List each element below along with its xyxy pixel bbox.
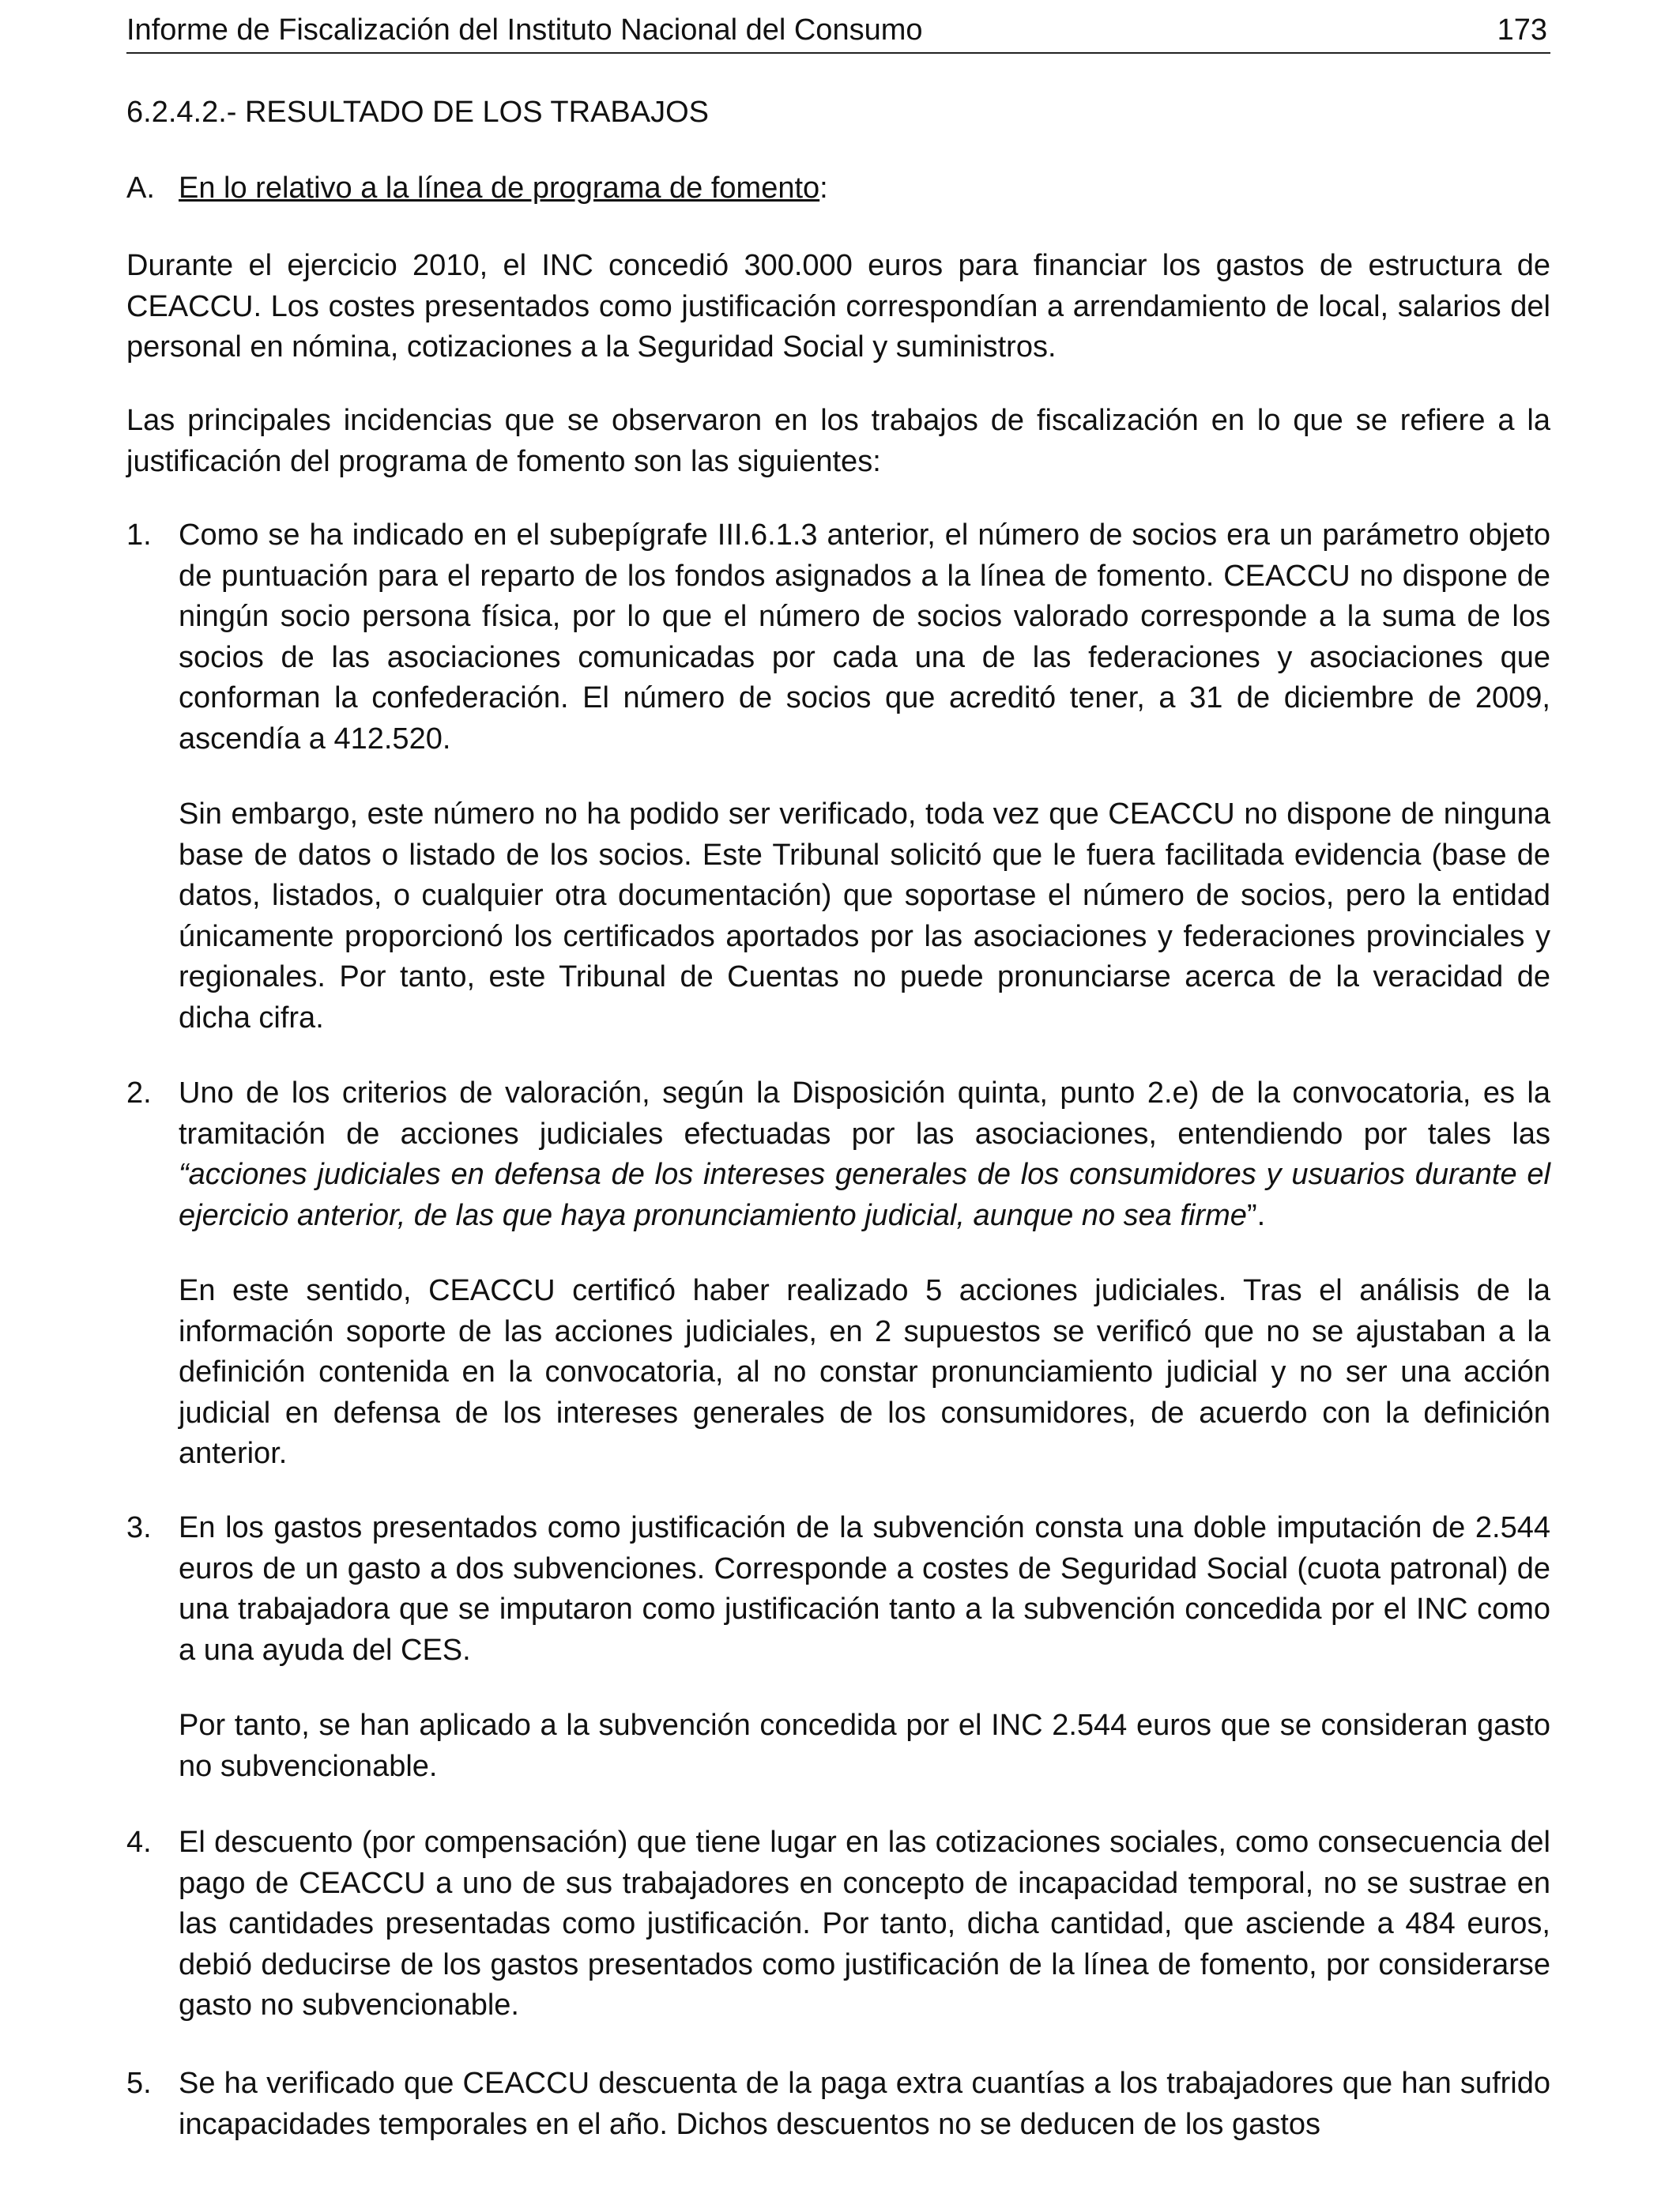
list-item-paragraph: Por tanto, se han aplicado a la subvención concedida por el INC 2.544 euros que se consideran gasto no subvencionable.: [179, 1709, 1550, 1783]
subsection-suffix: :: [819, 172, 828, 205]
intro-paragraph-2: Las principales incidencias que se observaron en los trabajos de fiscalización en lo que se refiere a la justificación del programa de fomento son las siguientes:: [126, 404, 1550, 478]
quote-close: ”.: [1246, 1198, 1266, 1232]
page-header: [126, 11, 1550, 54]
intro-paragraph-1: Durante el ejercicio 2010, el INC concedió 300.000 euros para financiar los gastos de estructura de CEACCU. Los costes presentados como justificación correspondían a arrendamiento de local, salarios del personal en nómina, cotizaciones a la Seguridad Social y suministros.: [126, 249, 1550, 364]
section-heading: 6.2.4.2.- RESULTADO DE LOS TRABAJOS: [126, 96, 710, 129]
document-page: [126, 0, 1550, 2194]
list-item-number: 1.: [126, 518, 152, 552]
list-item-paragraph: En los gastos presentados como justificación de la subvención consta una doble imputación de 2.544 euros de un gasto a dos subvenciones. Corresponde a costes de Seguridad Social (cuota patronal) de una trabajadora que se imputaron como justificación tanto a la subvención concedida por el INC como a una ayuda del CES.: [179, 1511, 1550, 1667]
subsection-letter: A.: [126, 172, 155, 205]
header-title: Informe de Fiscalización del Instituto Nacional del Consumo: [126, 13, 923, 47]
list-item-paragraph: En este sentido, CEACCU certificó haber realizado 5 acciones judiciales. Tras el análisis de la información soporte de las acciones judiciales, en 2 supuestos se verificó que no se ajustaban a la definición contenida en la convocatoria, al no constar pronunciamiento judicial y no ser una acción judicial en defensa de los intereses generales de los consumidores, de acuerdo con la definición anterior.: [179, 1274, 1550, 1470]
list-item-paragraph: [179, 1073, 1550, 1236]
list-item-number: 3.: [126, 1511, 152, 1544]
list-item-paragraph: Se ha verificado que CEACCU descuenta de la paga extra cuantías a los trabajadores que han sufrido incapacidades temporales en el año. Dichos descuentos no se deducen de los gastos: [179, 2067, 1550, 2141]
criteria-text: Uno de los criterios de valoración, según la Disposición quinta, punto 2.e) de la convocatoria, es la tramitación de acciones judiciales efectuadas por las asociaciones, entendiendo por tales las: [179, 1076, 1550, 1151]
list-item-number: 2.: [126, 1076, 152, 1110]
subsection-heading: [126, 168, 828, 208]
list-item-number: 5.: [126, 2067, 152, 2100]
list-item-number: 4.: [126, 1826, 152, 1859]
page-number: 173: [1497, 13, 1547, 47]
subsection-title: En lo relativo a la línea de programa de fomento: [179, 172, 820, 205]
list-item-paragraph: Sin embargo, este número no ha podido ser verificado, toda vez que CEACCU no dispone de ninguna base de datos o listado de los socios. Este Tribunal solicitó que le fuera facilitada evidencia (base de datos, listados, o cualquier otra documentación) que soportase el número de socios, pero la entidad únicamente proporcionó los certificados aportados por las asociaciones y federaciones provinciales y regionales. Por tanto, este Tribunal de Cuentas no puede pronunciarse acerca de la veracidad de dicha cifra.: [179, 797, 1550, 1035]
list-item-paragraph: Como se ha indicado en el subepígrafe III.6.1.3 anterior, el número de socios era un parámetro objeto de puntuación para el reparto de los fondos asignados a la línea de fomento. CEACCU no dispone de ningún socio persona física, por lo que el número de socios valorado corresponde a la suma de los socios de las asociaciones comunicadas por cada una de las federaciones y asociaciones que conforman la confederación. El número de socios que acreditó tener, a 31 de diciembre de 2009, ascendía a 412.520.: [179, 518, 1550, 756]
list-item-paragraph: El descuento (por compensación) que tiene lugar en las cotizaciones sociales, como consecuencia del pago de CEACCU a uno de sus trabajadores en concepto de incapacidad temporal, no se sustrae en las cantidades presentadas como justificación. Por tanto, dicha cantidad, que asciende a 484 euros, debió deducirse de los gastos presentados como justificación de la línea de fomento, por considerarse gasto no subvencionable.: [179, 1826, 1550, 2022]
quoted-definition: “acciones judiciales en defensa de los intereses generales de los consumidores y usuarios durante el ejercicio anterior, de las que haya pronunciamiento judicial, aunque no sea firme: [179, 1158, 1550, 1232]
